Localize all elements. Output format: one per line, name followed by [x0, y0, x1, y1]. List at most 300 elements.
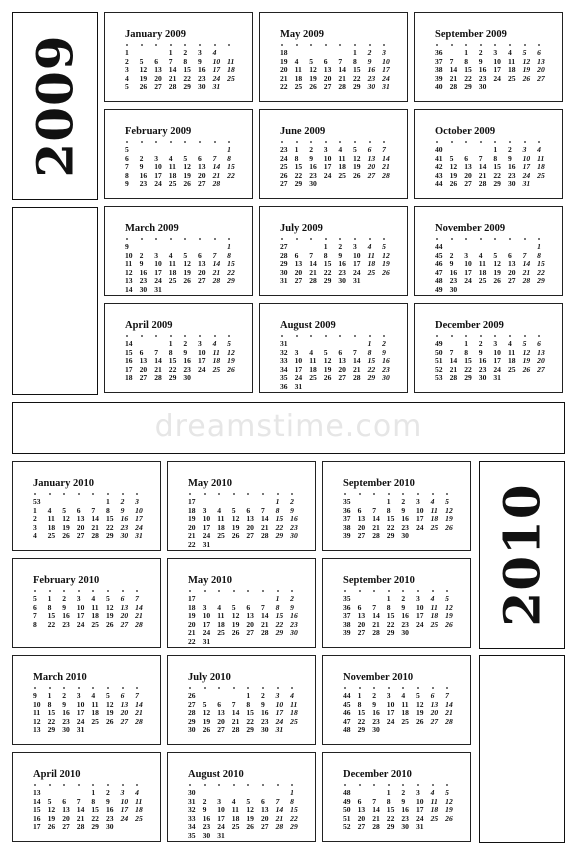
week-number: 46 — [435, 259, 443, 269]
day-cell: 22 — [352, 73, 361, 83]
day-cell: 20 — [338, 364, 346, 374]
day-cell: 5 — [449, 153, 454, 163]
day-cell: 22 — [183, 73, 191, 83]
day-cell: 15 — [537, 259, 545, 269]
day-cell: 16 — [401, 805, 409, 815]
day-cell: 28 — [260, 628, 269, 638]
weekday-tick — [538, 141, 540, 143]
day-cell: 26 — [202, 725, 211, 735]
day-cell: 16 — [139, 170, 148, 180]
day-cell: 26 — [382, 267, 390, 277]
day-cell: 3 — [415, 788, 420, 797]
day-cell: 5 — [415, 691, 420, 700]
weekday-tick — [325, 335, 327, 337]
weekday-tick — [388, 493, 390, 495]
day-cell: 8 — [386, 505, 391, 515]
weekday-tick — [432, 784, 434, 786]
day-cell: 6 — [260, 796, 265, 806]
day-cell — [217, 541, 232, 550]
day-cell: 1 — [47, 594, 52, 603]
month-title: March 2009 — [125, 223, 179, 234]
day-cell: 10 — [464, 259, 472, 269]
day-cell: 30 — [62, 725, 70, 735]
week-number: 45 — [435, 250, 443, 260]
day-cell — [246, 541, 261, 550]
week-number: 36 — [343, 602, 351, 612]
day-cell: 2 — [449, 250, 454, 260]
day-cell: 20 — [357, 813, 366, 823]
day-cell: 5 — [493, 250, 498, 260]
day-cell: 23 — [290, 619, 298, 629]
weekday-tick — [92, 784, 94, 786]
day-cell: 2 — [401, 497, 406, 506]
week-number: 28 — [280, 250, 288, 260]
day-cell: 22 — [227, 170, 235, 180]
day-cell: 24 — [76, 619, 85, 629]
day-cell: 12 — [415, 699, 424, 709]
month-card — [167, 655, 316, 745]
day-cell: 23 — [62, 716, 70, 726]
weekday-tick — [373, 590, 375, 592]
week-number: 22 — [280, 82, 288, 92]
week-number: 36 — [343, 505, 351, 515]
day-cell: 6 — [197, 250, 202, 260]
day-cell: 14 — [445, 699, 453, 709]
day-cell — [401, 726, 416, 735]
day-cell: 27 — [537, 364, 545, 374]
week-row — [280, 383, 397, 392]
week-number: 52 — [435, 364, 443, 374]
day-cell: 22 — [464, 364, 472, 374]
day-cell: 12 — [227, 347, 235, 357]
day-cell — [431, 726, 446, 735]
day-cell: 22 — [294, 170, 303, 180]
day-cell: 7 — [372, 505, 376, 515]
weekday-tick — [388, 590, 390, 592]
day-cell: 4 — [91, 594, 96, 603]
day-cell — [523, 286, 538, 295]
week-number: 7 — [33, 611, 37, 621]
week-number: 26 — [280, 170, 288, 180]
day-cell — [382, 180, 397, 189]
week-row — [125, 83, 242, 92]
week-number: 21 — [280, 73, 288, 83]
day-cell: 24 — [202, 531, 211, 541]
day-cell: 26 — [493, 276, 501, 286]
day-cell: 7 — [309, 250, 313, 260]
week-number: 47 — [343, 716, 351, 726]
weekday-tick — [388, 687, 390, 689]
weekday-tick — [494, 238, 496, 240]
day-cell — [276, 832, 291, 841]
day-cell: 3 — [197, 339, 202, 348]
week-number: 30 — [188, 725, 196, 735]
day-cell: 4 — [212, 48, 217, 57]
weekday-tick — [417, 784, 419, 786]
day-cell: 13 — [139, 356, 148, 366]
month-card — [259, 109, 408, 199]
day-cell: 10 — [202, 611, 211, 621]
day-grid — [343, 692, 460, 735]
day-cell — [324, 180, 339, 189]
month-title: May 2010 — [188, 575, 233, 586]
day-cell: 21 — [445, 708, 453, 718]
day-cell: 6 — [357, 796, 362, 806]
weekday-tick — [417, 590, 419, 592]
day-cell: 8 — [323, 250, 328, 260]
day-cell: 30 — [372, 725, 380, 735]
day-cell: 10 — [415, 602, 424, 612]
day-cell: 13 — [367, 153, 376, 163]
day-cell: 13 — [430, 699, 439, 709]
month-title: September 2010 — [343, 478, 415, 489]
day-cell: 27 — [76, 531, 85, 541]
day-cell: 16 — [449, 267, 458, 277]
weekday-tick — [480, 238, 482, 240]
day-cell: 11 — [217, 611, 225, 621]
week-number: 36 — [280, 381, 288, 391]
day-cell: 26 — [62, 531, 70, 541]
day-cell: 29 — [386, 822, 395, 832]
day-cell: 6 — [323, 56, 328, 66]
month-title: July 2009 — [280, 223, 323, 234]
day-cell: 9 — [62, 699, 66, 709]
day-cell — [121, 726, 136, 735]
day-cell: 31 — [202, 539, 211, 549]
day-cell: 14 — [260, 514, 269, 524]
day-cell: 23 — [105, 813, 114, 823]
day-cell: 18 — [507, 356, 516, 366]
day-grid — [188, 692, 305, 735]
day-cell: 14 — [382, 153, 390, 163]
day-cell: 3 — [382, 48, 386, 57]
day-cell — [227, 83, 242, 92]
day-cell: 18 — [47, 522, 56, 532]
day-cell: 10 — [202, 514, 211, 524]
day-cell: 24 — [217, 822, 225, 832]
day-cell: 7 — [275, 796, 280, 806]
day-cell: 21 — [260, 619, 269, 629]
weekday-tick — [63, 493, 65, 495]
day-cell: 21 — [91, 522, 99, 532]
day-cell: 16 — [183, 356, 191, 366]
week-number: 40 — [435, 82, 443, 92]
day-cell — [276, 541, 291, 550]
weekday-tick — [446, 784, 448, 786]
day-cell — [464, 286, 479, 295]
day-grid — [188, 789, 305, 841]
weekday-tick — [281, 44, 283, 46]
day-cell: 11 — [401, 699, 409, 709]
day-cell: 3 — [522, 145, 527, 154]
day-cell: 21 — [212, 267, 221, 277]
weekday-tick — [310, 335, 312, 337]
day-cell: 5 — [231, 505, 236, 515]
month-card — [322, 558, 471, 648]
week-number: 29 — [280, 259, 288, 269]
week-number: 38 — [343, 619, 351, 629]
day-cell: 9 — [290, 505, 294, 515]
day-grid — [280, 340, 397, 392]
weekday-tick — [446, 590, 448, 592]
day-cell: 9 — [197, 56, 202, 66]
day-cell: 26 — [105, 619, 114, 629]
day-cell: 16 — [507, 162, 516, 172]
week-number: 31 — [188, 796, 196, 806]
day-cell: 11 — [309, 356, 317, 366]
day-cell: 10 — [415, 505, 424, 515]
day-cell — [198, 286, 213, 295]
day-cell: 3 — [493, 339, 498, 348]
weekday-tick — [189, 784, 191, 786]
day-cell: 22 — [290, 813, 298, 823]
day-cell: 4 — [338, 145, 343, 154]
day-cell: 10 — [415, 796, 424, 806]
day-cell: 16 — [478, 65, 487, 75]
month-title: December 2010 — [343, 769, 412, 780]
day-cell: 22 — [493, 170, 501, 180]
day-cell: 20 — [246, 619, 254, 629]
day-cell: 3 — [76, 594, 81, 603]
day-cell: 7 — [338, 56, 343, 66]
day-cell: 13 — [338, 356, 346, 366]
week-number: 19 — [188, 514, 196, 524]
weekday-tick — [354, 238, 356, 240]
week-number: 28 — [188, 708, 196, 718]
day-cell: 22 — [275, 522, 284, 532]
day-cell: 13 — [246, 514, 254, 524]
day-cell: 21 — [352, 364, 361, 374]
day-cell: 31 — [76, 725, 85, 735]
day-cell: 13 — [76, 514, 85, 524]
week-number: 32 — [280, 347, 288, 357]
day-cell: 13 — [357, 805, 366, 815]
day-cell: 22 — [168, 364, 177, 374]
day-cell: 30 — [197, 82, 206, 92]
day-cell: 7 — [372, 796, 376, 806]
day-cell: 16 — [478, 356, 487, 366]
day-cell: 26 — [309, 82, 317, 92]
day-cell: 12 — [139, 65, 148, 75]
day-cell: 23 — [290, 522, 298, 532]
day-cell: 3 — [323, 145, 328, 154]
day-cell: 6 — [430, 691, 435, 700]
weekday-tick — [339, 141, 341, 143]
day-cell: 1 — [91, 788, 96, 797]
weekday-header — [125, 238, 243, 241]
day-cell: 31 — [493, 373, 501, 383]
day-grid — [343, 789, 460, 832]
weekday-tick — [344, 784, 346, 786]
day-cell — [135, 726, 150, 735]
month-card — [104, 206, 253, 296]
day-cell: 8 — [47, 602, 52, 612]
weekday-tick — [233, 784, 235, 786]
day-cell: 9 — [449, 259, 454, 269]
day-cell: 10 — [522, 153, 531, 163]
week-number: 20 — [188, 522, 196, 532]
day-cell: 28 — [352, 373, 361, 383]
day-cell: 19 — [105, 708, 114, 718]
week-number: 44 — [343, 691, 351, 700]
week-number: 37 — [435, 56, 443, 66]
month-card — [12, 558, 161, 648]
day-cell: 3 — [386, 691, 391, 700]
week-number: 19 — [188, 611, 196, 621]
weekday-tick — [184, 141, 186, 143]
day-cell — [523, 374, 538, 383]
day-cell: 27 — [464, 179, 472, 189]
day-cell: 18 — [227, 65, 235, 75]
day-cell: 11 — [47, 514, 55, 524]
week-number: 10 — [125, 250, 133, 260]
year-panel-2010 — [479, 461, 565, 649]
weekday-tick — [359, 493, 361, 495]
day-cell — [290, 726, 305, 735]
day-cell: 8 — [91, 796, 96, 806]
week-number: 17 — [188, 594, 196, 603]
day-cell: 12 — [231, 611, 240, 621]
week-number: 27 — [280, 242, 288, 251]
week-number: 39 — [343, 531, 351, 541]
day-cell: 20 — [139, 364, 148, 374]
weekday-header — [188, 687, 306, 690]
day-cell: 4 — [135, 788, 139, 797]
weekday-tick — [432, 493, 434, 495]
day-cell: 20 — [154, 73, 162, 83]
day-cell: 27 — [367, 170, 376, 180]
day-cell: 19 — [202, 716, 211, 726]
day-cell: 19 — [227, 356, 235, 366]
day-cell: 4 — [507, 339, 512, 348]
weekday-tick — [204, 493, 206, 495]
day-cell: 16 — [120, 514, 129, 524]
day-cell: 5 — [139, 56, 144, 66]
weekday-tick — [277, 493, 279, 495]
weekday-tick — [189, 590, 191, 592]
weekday-tick — [136, 590, 138, 592]
day-cell: 15 — [357, 708, 366, 718]
day-cell: 27 — [507, 276, 516, 286]
day-cell: 11 — [294, 65, 302, 75]
day-cell: 10 — [154, 259, 162, 269]
day-cell: 14 — [260, 611, 269, 621]
day-cell: 30 — [507, 179, 516, 189]
day-cell: 20 — [430, 708, 439, 718]
day-cell: 21 — [522, 267, 531, 277]
month-title: February 2009 — [125, 126, 192, 137]
weekday-tick — [436, 335, 438, 337]
day-cell: 27 — [197, 276, 206, 286]
day-cell: 13 — [260, 805, 269, 815]
weekday-tick — [480, 335, 482, 337]
weekday-tick — [78, 784, 80, 786]
day-cell: 7 — [168, 56, 173, 66]
day-cell: 5 — [323, 347, 328, 357]
day-cell: 11 — [91, 699, 99, 709]
day-cell: 28 — [309, 276, 317, 286]
day-cell: 17 — [202, 522, 211, 532]
weekday-tick — [155, 141, 157, 143]
weekday-tick — [480, 141, 482, 143]
week-number: 37 — [343, 514, 351, 524]
weekday-tick — [184, 335, 186, 337]
day-cell: 2 — [139, 250, 144, 260]
day-cell: 12 — [445, 602, 453, 612]
week-number: 12 — [125, 267, 133, 277]
day-cell: 21 — [212, 170, 221, 180]
day-cell — [368, 180, 383, 189]
weekday-tick — [214, 44, 216, 46]
week-number: 6 — [33, 602, 37, 612]
weekday-header — [343, 590, 461, 593]
day-cell: 18 — [430, 611, 439, 621]
day-cell — [338, 383, 353, 392]
weekday-tick — [136, 784, 138, 786]
day-cell: 19 — [352, 162, 361, 172]
weekday-tick — [184, 44, 186, 46]
weekday-tick — [247, 590, 249, 592]
day-cell: 17 — [275, 708, 284, 718]
day-cell: 11 — [430, 796, 438, 806]
day-cell: 30 — [401, 822, 409, 832]
weekday-tick — [218, 590, 220, 592]
day-cell: 25 — [294, 82, 303, 92]
day-cell: 20 — [537, 65, 545, 75]
month-title: November 2009 — [435, 223, 506, 234]
weekday-tick — [214, 238, 216, 240]
day-cell: 6 — [120, 691, 125, 700]
day-cell: 5 — [522, 339, 527, 348]
day-cell: 5 — [105, 691, 110, 700]
week-row — [280, 83, 397, 92]
week-number: 5 — [33, 594, 37, 603]
week-number: 24 — [280, 153, 288, 163]
day-cell: 24 — [382, 73, 390, 83]
day-cell: 27 — [120, 716, 129, 726]
day-cell: 6 — [217, 699, 221, 709]
month-title: May 2010 — [188, 478, 233, 489]
day-cell: 18 — [537, 162, 545, 172]
day-cell: 27 — [217, 725, 225, 735]
weekday-tick — [339, 44, 341, 46]
day-cell: 8 — [275, 602, 280, 612]
day-cell: 19 — [105, 611, 114, 621]
day-cell: 5 — [105, 594, 110, 603]
weekday-tick — [417, 687, 419, 689]
month-card — [414, 303, 563, 393]
day-cell: 2 — [401, 788, 406, 797]
day-cell: 4 — [478, 250, 483, 260]
day-cell: 1 — [290, 788, 294, 797]
day-cell: 18 — [507, 65, 516, 75]
day-cell — [309, 383, 324, 392]
year-label-2010: 2010 — [492, 483, 552, 627]
weekday-tick — [436, 141, 438, 143]
weekday-tick — [359, 590, 361, 592]
week-number: 43 — [435, 170, 443, 180]
day-cell: 8 — [227, 153, 231, 163]
day-cell: 13 — [120, 602, 129, 612]
day-cell — [232, 832, 247, 841]
day-grid — [33, 498, 150, 541]
day-cell: 6 — [507, 250, 512, 260]
weekday-tick — [214, 141, 216, 143]
day-cell: 26 — [183, 276, 191, 286]
day-cell: 2 — [507, 145, 512, 154]
weekday-tick — [247, 493, 249, 495]
week-number: 27 — [188, 699, 196, 709]
